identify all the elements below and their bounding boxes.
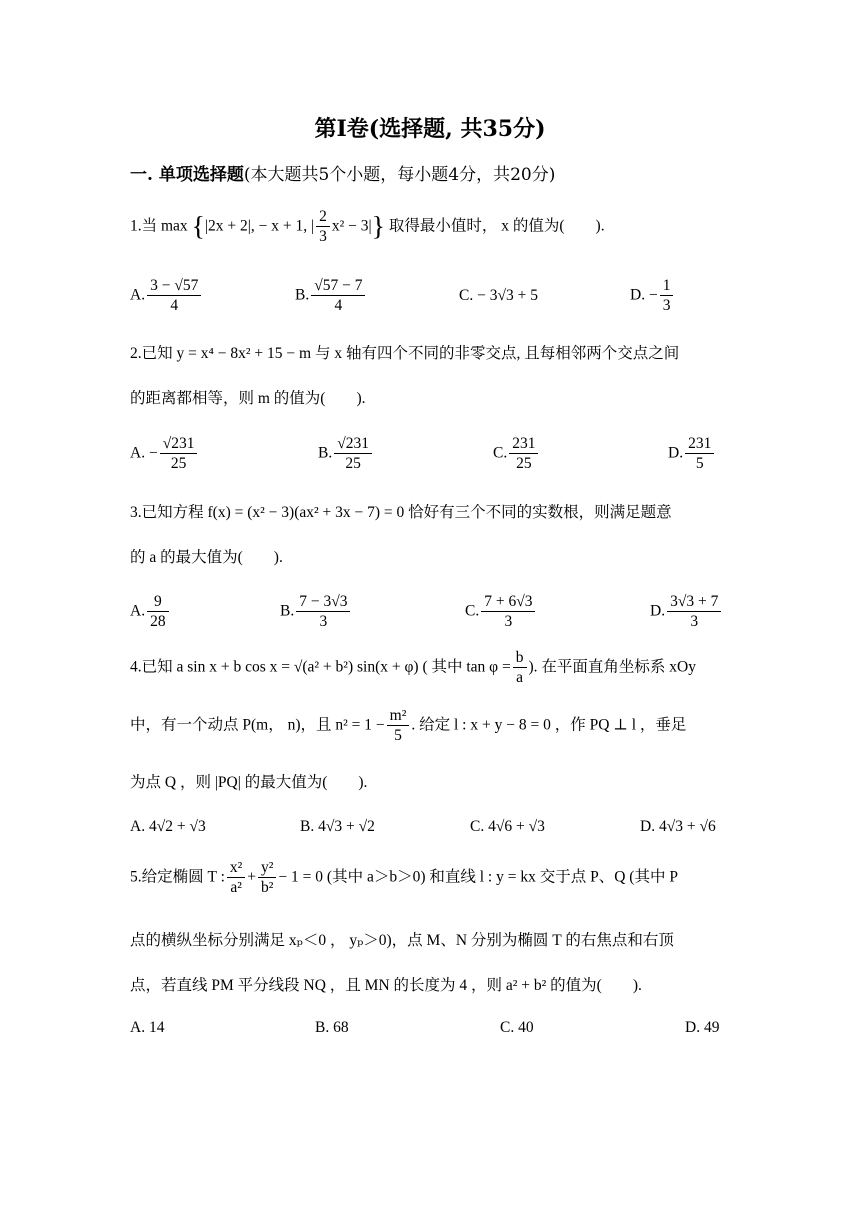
- q5-option-a: A. 14: [130, 1019, 165, 1036]
- q4-option-b: B. 4√3 + √2: [300, 818, 375, 835]
- q2-option-a: A. − $\frac{√231}{25}$: [130, 434, 199, 474]
- q4-option-d: D. 4√3 + √6: [640, 818, 716, 835]
- q1-stem: 1.当 max {|2x + 2|, − x + 1, | $\frac{2}{3}$ x² − 3|} 取得最小值时， x 的值为( ).: [130, 208, 605, 246]
- q1-stem-post: 取得最小值时， x 的值为( ).: [388, 217, 605, 235]
- section-label: 一. 单项选择题: [130, 165, 244, 185]
- q3-option-d: D. $\frac{3√3 + 7}{3}$: [650, 592, 723, 632]
- q4-option-a: A. 4√2 + √3: [130, 818, 206, 835]
- q3-option-c: C. $\frac{7 + 6√3}{3}$: [465, 592, 537, 632]
- q5-stem-line1: 5.给定椭圆 T : $\frac{\text{x²}}{\text{a²}}$ + $\frac{\text{y²}}{\text{b²}}$ − 1 = 0 (其中 a＞b＞0) 和直线 l : y = kx 交于点 P、Q (其中 P: [130, 859, 678, 897]
- q2-option-b: B. $\frac{√231}{25}$: [318, 434, 374, 474]
- section-heading: [130, 160, 555, 185]
- q1-option-a: A. $\frac{3 - √57}{4}$: [130, 276, 203, 316]
- q4-stem-line3: 为点 Q ，则 |PQ| 的最大值为( ).: [130, 774, 368, 791]
- q1-option-c: C. − 3√3 + 5: [459, 287, 538, 304]
- q2-stem-line1: 2.已知 y = x⁴ − 8x² + 15 − m 与 x 轴有四个不同的非零交点, 且每相邻两个交点之间: [130, 345, 680, 362]
- q2-stem-line2: 的距离都相等，则 m 的值为( ).: [130, 390, 366, 407]
- q1-option-b: B. $\frac{√57 - 7}{4}$: [295, 276, 367, 316]
- q2-option-c: C. $\frac{231}{25}$: [493, 434, 540, 474]
- q2-option-d: D. $\frac{231}{5}$: [668, 434, 716, 474]
- q5-option-d: D. 49: [685, 1019, 720, 1036]
- q4-stem-line2: 中，有一个动点 P(m， n)，且 n² = 1 − $\frac{\text{m²}}{5}$ . 给定 l : x + y − 8 = 0 ，作 PQ ⊥ l ，垂足: [130, 707, 687, 745]
- q1-expr-b: x² − 3|: [331, 217, 372, 235]
- q5-option-c: C. 40: [500, 1019, 534, 1036]
- q3-stem-line2: 的 a 的最大值为( ).: [130, 549, 283, 566]
- q5-option-b: B. 68: [315, 1019, 349, 1036]
- q1-stem-pre: 1.当 max: [130, 217, 188, 235]
- q5-stem-line2: 点的横纵坐标分别满足 xₚ＜0 ， yₚ＞0)，点 M、N 分别为椭圆 T 的右焦点和右顶: [130, 932, 674, 949]
- q3-option-a: A. $\frac{9}{28}$: [130, 592, 171, 632]
- q3-option-b: B. $\frac{7 - 3√3}{3}$: [280, 592, 352, 632]
- q1-frac: $\frac{2}{3}$: [316, 207, 330, 247]
- section-note: (本大题共5个小题，每小题4分，共20分): [243, 165, 556, 185]
- q1-option-d: D. − $\frac{1}{3}$: [630, 276, 675, 316]
- q4-option-c: C. 4√6 + √3: [470, 818, 545, 835]
- page-title: 第I卷(选择题, 共35分): [314, 116, 546, 142]
- q4-stem-line1: 4.已知 a sin x + b cos x = √(a² + b²) sin(x + φ) ( 其中 tan φ = $\frac{b}{a}$ ). 在平面直角坐标系 xOy: [130, 649, 696, 687]
- q3-stem-line1: 3.已知方程 f(x) = (x² − 3)(ax² + 3x − 7) = 0 恰好有三个不同的实数根，则满足题意: [130, 504, 672, 521]
- q1-expr-a: |2x + 2|, − x + 1, |: [204, 217, 315, 235]
- q5-stem-line3: 点，若直线 PM 平分线段 NQ ，且 MN 的长度为 4 ，则 a² + b² 的值为( ).: [130, 977, 642, 994]
